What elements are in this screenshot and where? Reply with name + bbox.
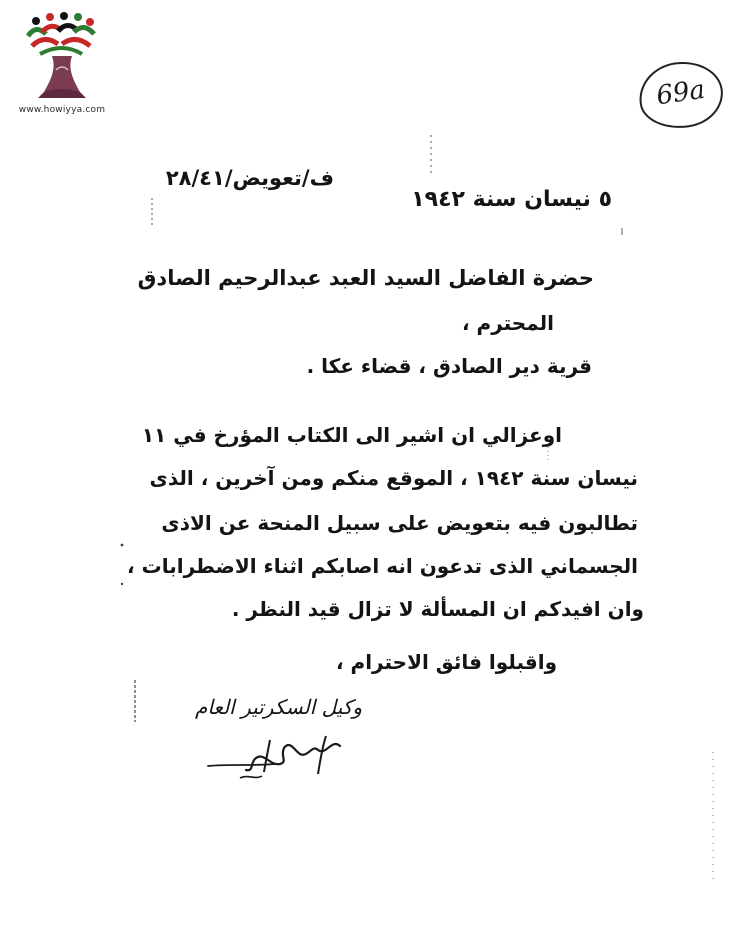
reference-number: ف/تعويض/٢٨/٤١ (165, 166, 334, 190)
addressee-title: المحترم ، (461, 311, 554, 335)
logo-url-text: www.howiyya.com (18, 105, 106, 115)
body-line: نيسان سنة ١٩٤٢ ، الموقع منكم ومن آخرين ، الذى (149, 466, 638, 490)
closing-line: واقبلوا فائق الاحترام ، (335, 650, 557, 674)
addressee-name: حضرة الفاضل السيد العبد عبدالرحيم الصادق (137, 266, 594, 290)
addressee-village: قرية دير الصادق ، قضاء عكا . (306, 354, 592, 378)
signatory-title: وكيل السكرتير العام (194, 695, 362, 719)
body-line: تطالبون فيه بتعويض على سبيل المنحة عن الاذى (161, 511, 638, 535)
body-line: وان افيدكم ان المسألة لا تزال قيد النظر . (231, 597, 644, 621)
page-number: 69a (654, 74, 707, 112)
body-line: الجسماني الذى تدعون انه اصابكم اثناء الاضطرابات ، (127, 554, 638, 578)
letter-date: ٥ نيسان سنة ١٩٤٢ (411, 187, 612, 212)
body-line: اوعزالي ان اشير الى الكتاب المؤرخ في ١١ (141, 423, 562, 447)
